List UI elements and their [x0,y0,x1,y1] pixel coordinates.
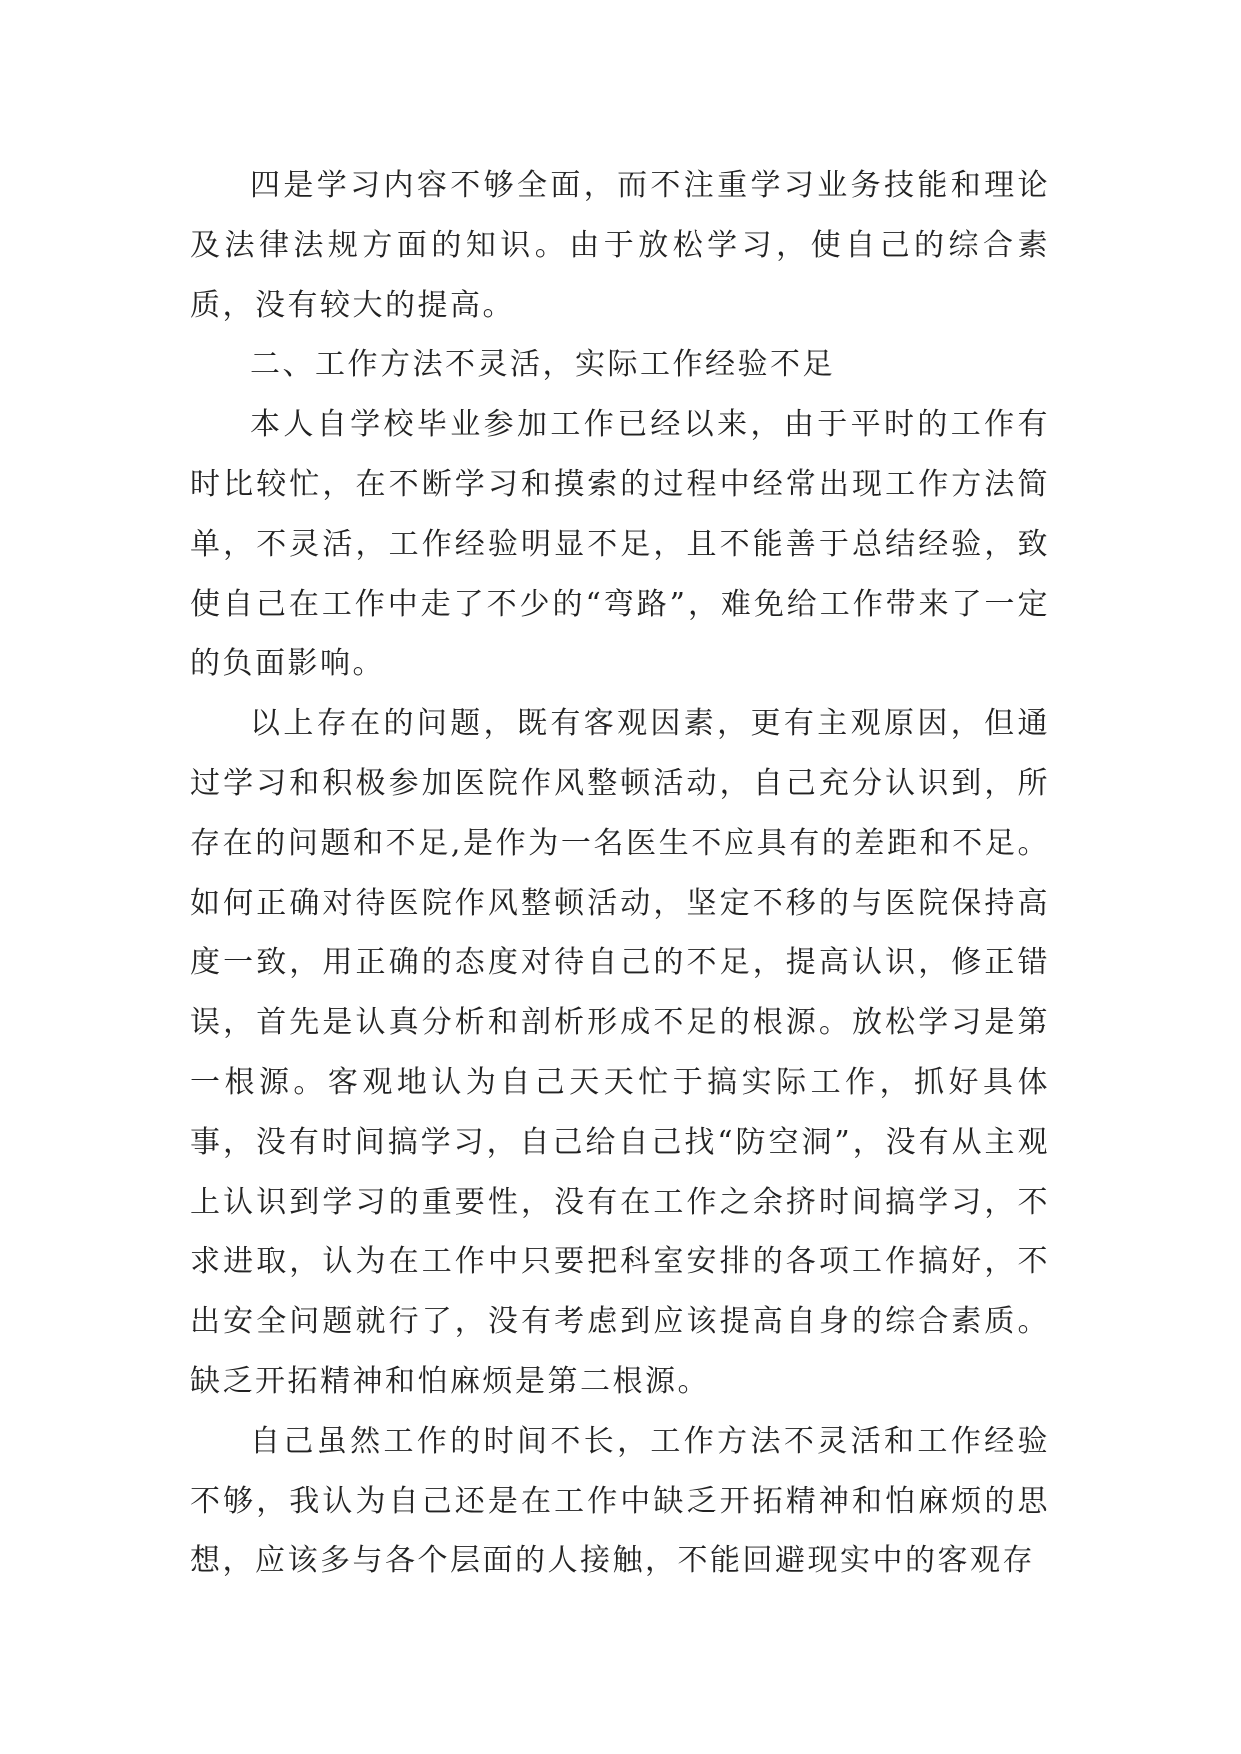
paragraph-pioneering-spirit: 自己虽然工作的时间不长，工作方法不灵活和工作经验不够，我认为自己还是在工作中缺乏开拓精神和怕麻烦的思想，应该多与各个层面的人接触，不能回避现实中的客观存 [190,1423,1050,1579]
section-heading-work-methods: 二、工作方法不灵活，实际工作经验不足 [250,347,835,383]
paragraph-study-content: 四是学习内容不够全面，而不注重学习业务技能和理论及法律法规方面的知识。由于放松学习，使自己的综合素质，没有较大的提高。 [190,168,1050,323]
paragraph-work-experience: 本人自学校毕业参加工作已经以来，由于平时的工作有时比较忙，在不断学习和摸索的过程中经常出现工作方法简单，不灵活，工作经验明显不足，且不能善于总结经验，致使自己在工作中走了不少的“弯路”，难免给工作带来了一定的负面影响。 [190,407,1050,682]
document-body [190,156,1050,1591]
paragraph-root-causes: 以上存在的问题，既有客观因素，更有主观原因，但通过学习和积极参加医院作风整顿活动，自己充分认识到，所存在的问题和不足,是作为一名医生不应具有的差距和不足。如何正确对待医院作风整顿活动，坚定不移的与医院保持高度一致，用正确的态度对待自己的不足，提高认识，修正错误，首先是认真分析和剖析形成不足的根源。放松学习是第一根源。客观地认为自己天天忙于搞实际工作，抓好具体事，没有时间搞学习，自己给自己找“防空洞”，没有从主观上认识到学习的重要性，没有在工作之余挤时间搞学习，不求进取，认为在工作中只要把科室安排的各项工作搞好，不出安全问题就行了，没有考虑到应该提高自身的综合素质。缺乏开拓精神和怕麻烦是第二根源。 [190,706,1050,1399]
